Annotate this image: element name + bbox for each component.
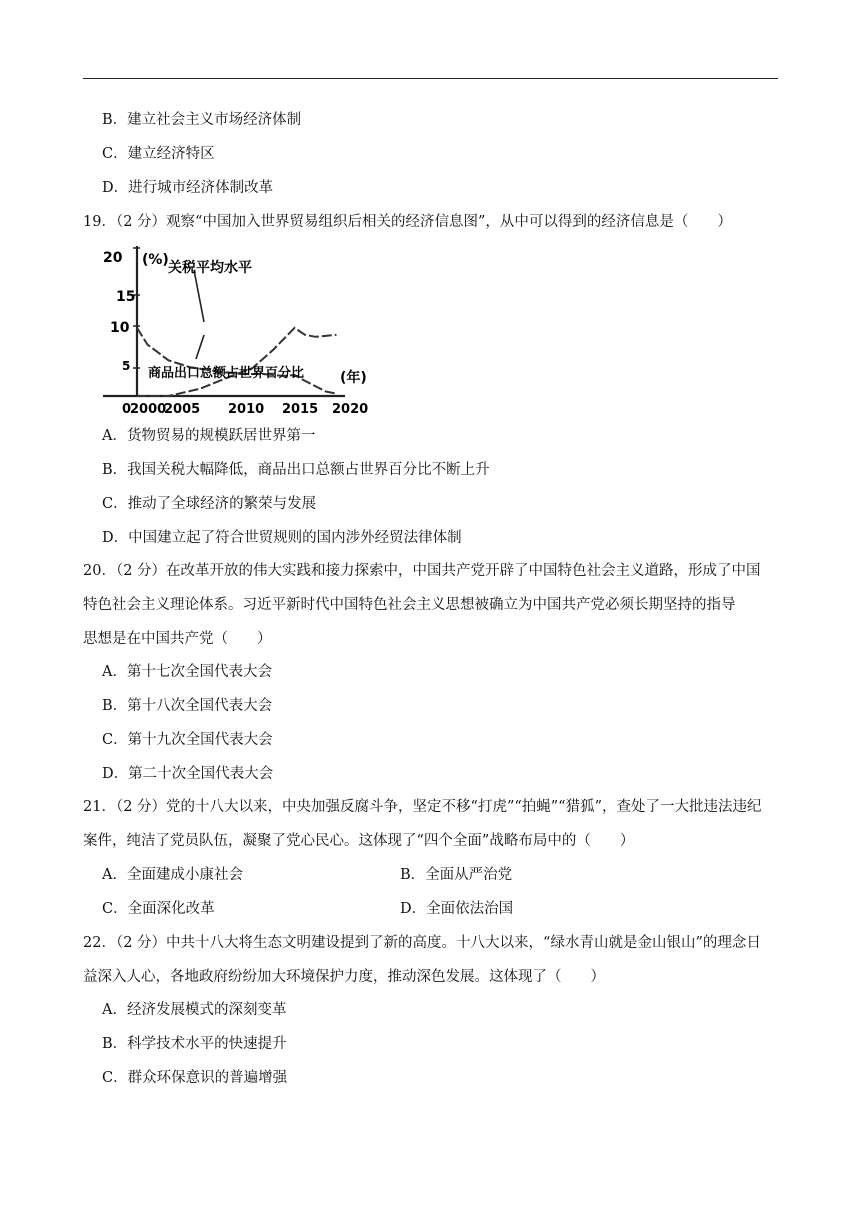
q21-option-a[interactable]: A．全面建成小康社会 <box>102 867 243 883</box>
q20-option-d[interactable]: D．第二十次全国代表大会 <box>102 766 274 782</box>
q22-option-a[interactable]: A．经济发展模式的深刻变革 <box>102 1002 287 1018</box>
header-rule <box>83 78 778 79</box>
x-tick-2000: 2000 <box>130 402 167 417</box>
y-tick-10: 10 <box>110 320 130 336</box>
q19-economic-chart <box>100 238 400 418</box>
q19-option-c[interactable]: C．推动了全球经济的繁荣与发展 <box>102 496 317 512</box>
export-label-pointer <box>196 335 204 359</box>
x-tick-2010: 2010 <box>228 402 265 417</box>
tariff-label-pointer <box>194 270 204 322</box>
tariff-series-label: 关税平均水平 <box>168 260 252 276</box>
q18-option-c[interactable]: C．建立经济特区 <box>102 146 215 162</box>
y-tick-15: 15 <box>116 289 136 305</box>
x-tick-2005: 2005 <box>164 402 201 417</box>
q21-option-d[interactable]: D．全面依法治国 <box>400 901 514 917</box>
q19-stem: 19．（2 分）观察“中国加入世界贸易组织后相关的经济信息图”，从中可以得到的经济信息是（ ） <box>83 214 732 230</box>
q19-option-d[interactable]: D．中国建立起了符合世贸规则的国内涉外经贸法律体制 <box>102 530 462 546</box>
q21-option-b[interactable]: B．全面从严治党 <box>400 867 513 883</box>
y-tick-20: 20 <box>103 250 123 266</box>
q18-option-b[interactable]: B．建立社会主义市场经济体制 <box>102 112 302 128</box>
export-series-label: 商品出口总额占世界百分比 <box>148 366 305 381</box>
tariff-average-line <box>137 328 337 394</box>
q22-option-b[interactable]: B．科学技术水平的快速提升 <box>102 1036 287 1052</box>
q20-stem-line-3: 思想是在中国共产党（ ） <box>83 631 272 647</box>
q21-stem-line-1: 21．（2 分）党的十八大以来，中央加强反腐斗争，坚定不移“打虎”“拍蝇”“猎狐”，查处了一大批违法违纪 <box>83 799 762 815</box>
x-tick-2015: 2015 <box>282 402 319 417</box>
q20-option-b[interactable]: B．第十八次全国代表大会 <box>102 698 273 714</box>
q19-option-a[interactable]: A．货物贸易的规模跃居世界第一 <box>102 428 316 444</box>
q21-stem-line-2: 案件，纯洁了党员队伍，凝聚了党心民心。这体现了“四个全面”战略布局中的（ ） <box>83 833 635 849</box>
q18-option-d[interactable]: D．进行城市经济体制改革 <box>102 180 274 196</box>
x-unit-label: (年) <box>340 370 367 386</box>
x-tick-2020: 2020 <box>332 402 369 417</box>
q20-stem-line-2: 特色社会主义理论体系。习近平新时代中国特色社会主义思想被确立为中国共产党必须长期坚持的指导 <box>83 597 736 613</box>
q22-stem-line-2: 益深入人心，各地政府纷纷加大环境保护力度，推动深色发展。这体现了（ ） <box>83 969 605 985</box>
q20-stem-line-1: 20．（2 分）在改革开放的伟大实践和接力探索中，中国共产党开辟了中国特色社会主义道路，形成了中国 <box>83 563 761 579</box>
x-tick-0: 0 <box>122 402 132 417</box>
q19-option-b[interactable]: B．我国关税大幅降低，商品出口总额占世界百分比不断上升 <box>102 462 490 478</box>
q21-option-c[interactable]: C．全面深化改革 <box>102 901 215 917</box>
y-tick-5: 5 <box>122 359 131 373</box>
export-share-line <box>137 328 337 396</box>
y-unit-label: (%) <box>142 252 169 268</box>
q22-option-c[interactable]: C．群众环保意识的普遍增强 <box>102 1070 288 1086</box>
q22-stem-line-1: 22．（2 分）中共十八大将生态文明建设提到了新的高度。十八大以来，“绿水青山就是金山银山”的理念日 <box>83 935 761 951</box>
q20-option-a[interactable]: A．第十七次全国代表大会 <box>102 664 272 680</box>
q20-option-c[interactable]: C．第十九次全国代表大会 <box>102 732 273 748</box>
